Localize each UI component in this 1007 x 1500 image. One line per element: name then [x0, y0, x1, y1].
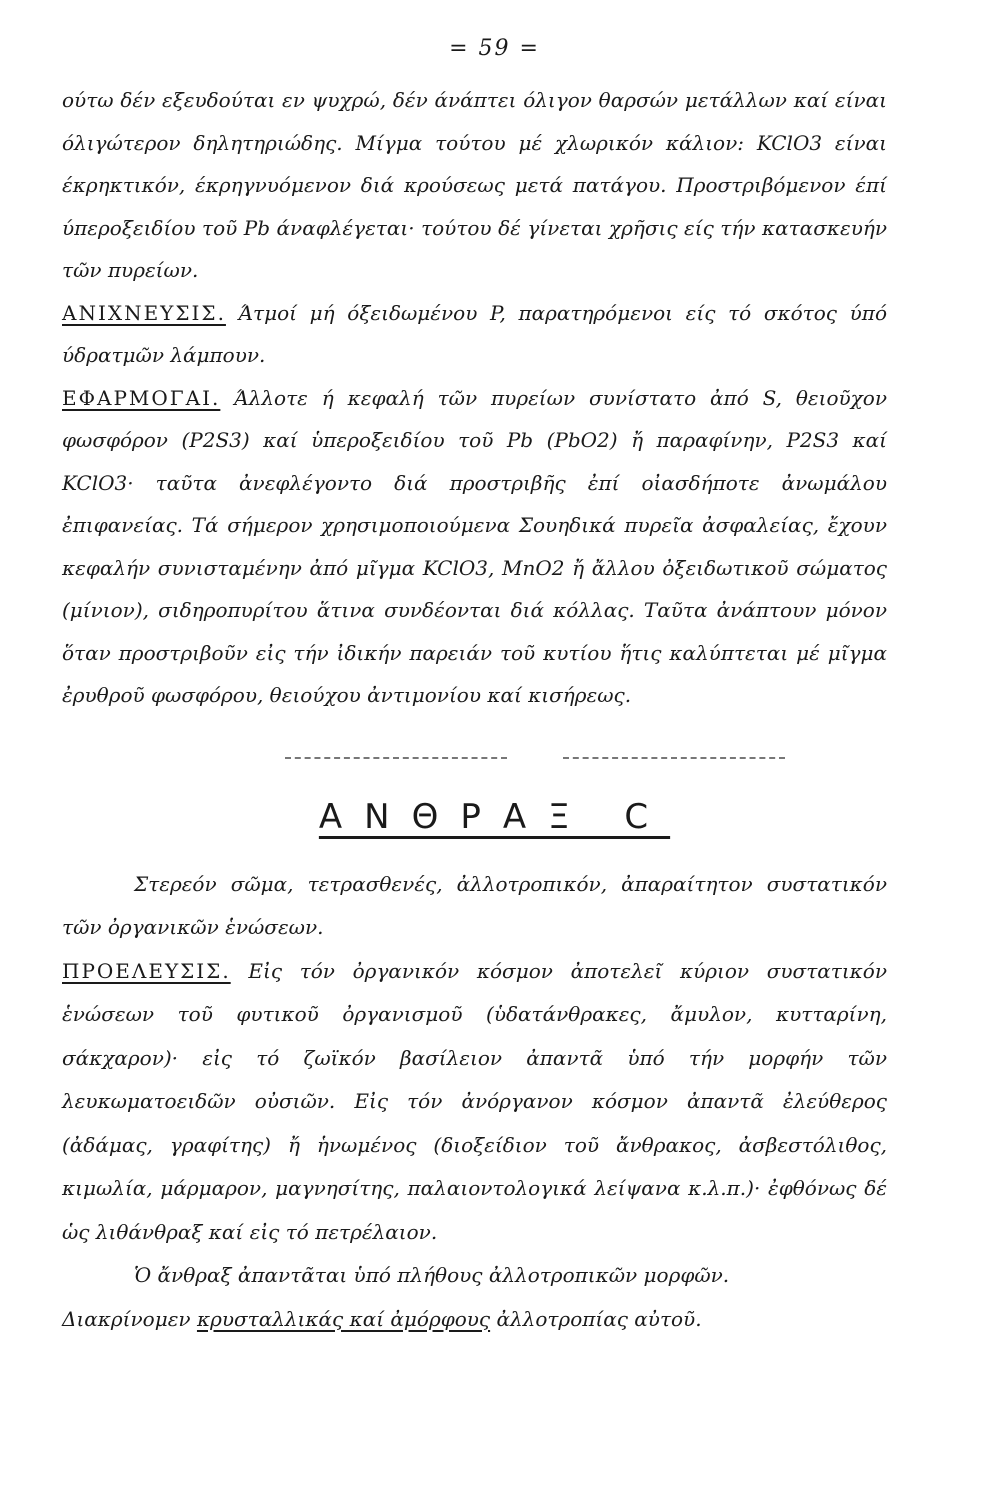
efarmogai-text: Άλλοτε ή κεφαλή τῶν πυρείων συνίστατο ἀπό S, θειοῦχον φωσφόρον (P2S3) καί ὑπεροξειδίου τοῦ Pb (PbO2) ἤ παραφίνην, P2S3 καί KClO3· ταῦτα ἀνεφλέγοντο διά προστριβῆς ἐπί οἰασδήποτε ἀνωμάλου ἐπιφανείας. Τά σήμερον χρησιμοποιούμενα Σουηδικά πυρεῖα ἀσφαλείας, ἔχουν κεφαλήν συνισταμένην ἀπό μῖγμα KClO3, MnO2 ἤ ἄλλου ὀξειδωτικοῦ σώματος (μίνιον), σιδηροπυρίτου ἅτινα συνδέονται διά κόλλας. Ταῦτα ἀνάπτουν μόνον ὅταν προστριβοῦν εἰς τήν ἰδικήν παρειάν τοῦ κυτίου ἥτις καλύπτεται μέ μῖγμα ἐρυθροῦ φωσφόρου, θειούχου ἀντιμονίου καί κισήρεως. — [62, 385, 888, 707]
paragraph-efarmogai — [62, 377, 887, 717]
paragraph-last-line — [62, 1298, 887, 1342]
paragraph-anthrax-intro: Στερεόν σῶμα, τετρασθενές, ἀλλοτροπικόν, ἀπαραίτητον συστατικόν τῶν ὀργανικῶν ἑνώσεων. — [62, 871, 887, 939]
last-line-underlined: κρυσταλλικάς καί ἀμόρφους — [196, 1306, 491, 1331]
heading-anichnefsis: ΑΝΙΧΝΕΥΣΙΣ. — [62, 300, 226, 325]
proelefsis-text: Εἰς τόν ὀργανικόν κόσμον ἀποτελεῖ κύριον συστατικόν ἑνώσεων τοῦ φυτικοῦ ὀργανισμοῦ (ὑδατάνθρακες, ἄμυλον, κυτταρίνη, σάκχαρον)· εἰς τό ζωϊκόν βασίλειον ἀπαντᾶ ὑπό τήν μορφήν τῶν λευκωματοειδῶν οὐσιῶν. Εἰς τόν ἀνόργανον κόσμον ἀπαντᾶ ἐλεύθερος (ἀδάμας, γραφίτης) ἤ ἡνωμένος (διοξείδιον τοῦ ἄνθρακος, ἀσβεστόλιθος, κιμωλία, μάρμαρον, μαγνησίτης, παλαιοντολογικά λείψανα κ.λ.π.)· ἐφθόνως δέ ὡς λιθάνθραξ καί εἰς τό πετρέλαιον. — [62, 958, 887, 1244]
paragraph-phosphorus-continued: ούτω δέν εξευδούται εν ψυχρώ, δέν άνάπτει όλιγον θαρσών μετάλλων καί είναι όλιγώτερον δηλητηριώδης. Μίγμα τούτου μέ χλωρικόν κάλιον: KClO3 είναι έκρηκτικόν, έκρηγνυόμενον διά κρούσεως μετά πατάγου. Προστριβόμενον έπί ύπεροξειδίου τοῦ Pb άναφλέγεται· τούτου δέ γίνεται χρῆσις είς τήν κατασκευήν τῶν πυρείων. — [62, 88, 887, 282]
divider-line-right — [563, 757, 785, 759]
last-line-end: ἀλλοτροπίας αὐτοῦ. — [496, 1306, 702, 1331]
page-number: = 59 = — [449, 36, 540, 61]
heading-efarmogai: ΕΦΑΡΜΟΓΑΙ. — [62, 385, 221, 410]
divider-line-left — [285, 757, 507, 759]
paragraph-allotropy: Ὁ ἄνθραξ ἀπαντᾶται ὑπό πλήθους ἀλλοτροπικῶν μορφῶν. — [134, 1263, 730, 1287]
paragraph-proelefsis — [62, 950, 887, 1255]
section-divider — [182, 757, 887, 759]
paragraph-anichnefsis — [62, 292, 887, 377]
last-line-start: Διακρίνομεν — [62, 1306, 191, 1331]
heading-proelefsis: ΠΡΟΕΛΕΥΣΙΣ. — [62, 958, 231, 983]
anichnefsis-text: Άτμοί μή όξειδωμένου P, παρατηρόμενοι είς τό σκότος ύπό ύδρατμῶν λάμπουν. — [62, 300, 887, 367]
section-title-anthrax: ΑΝΘΡΑΞ C — [318, 796, 671, 837]
